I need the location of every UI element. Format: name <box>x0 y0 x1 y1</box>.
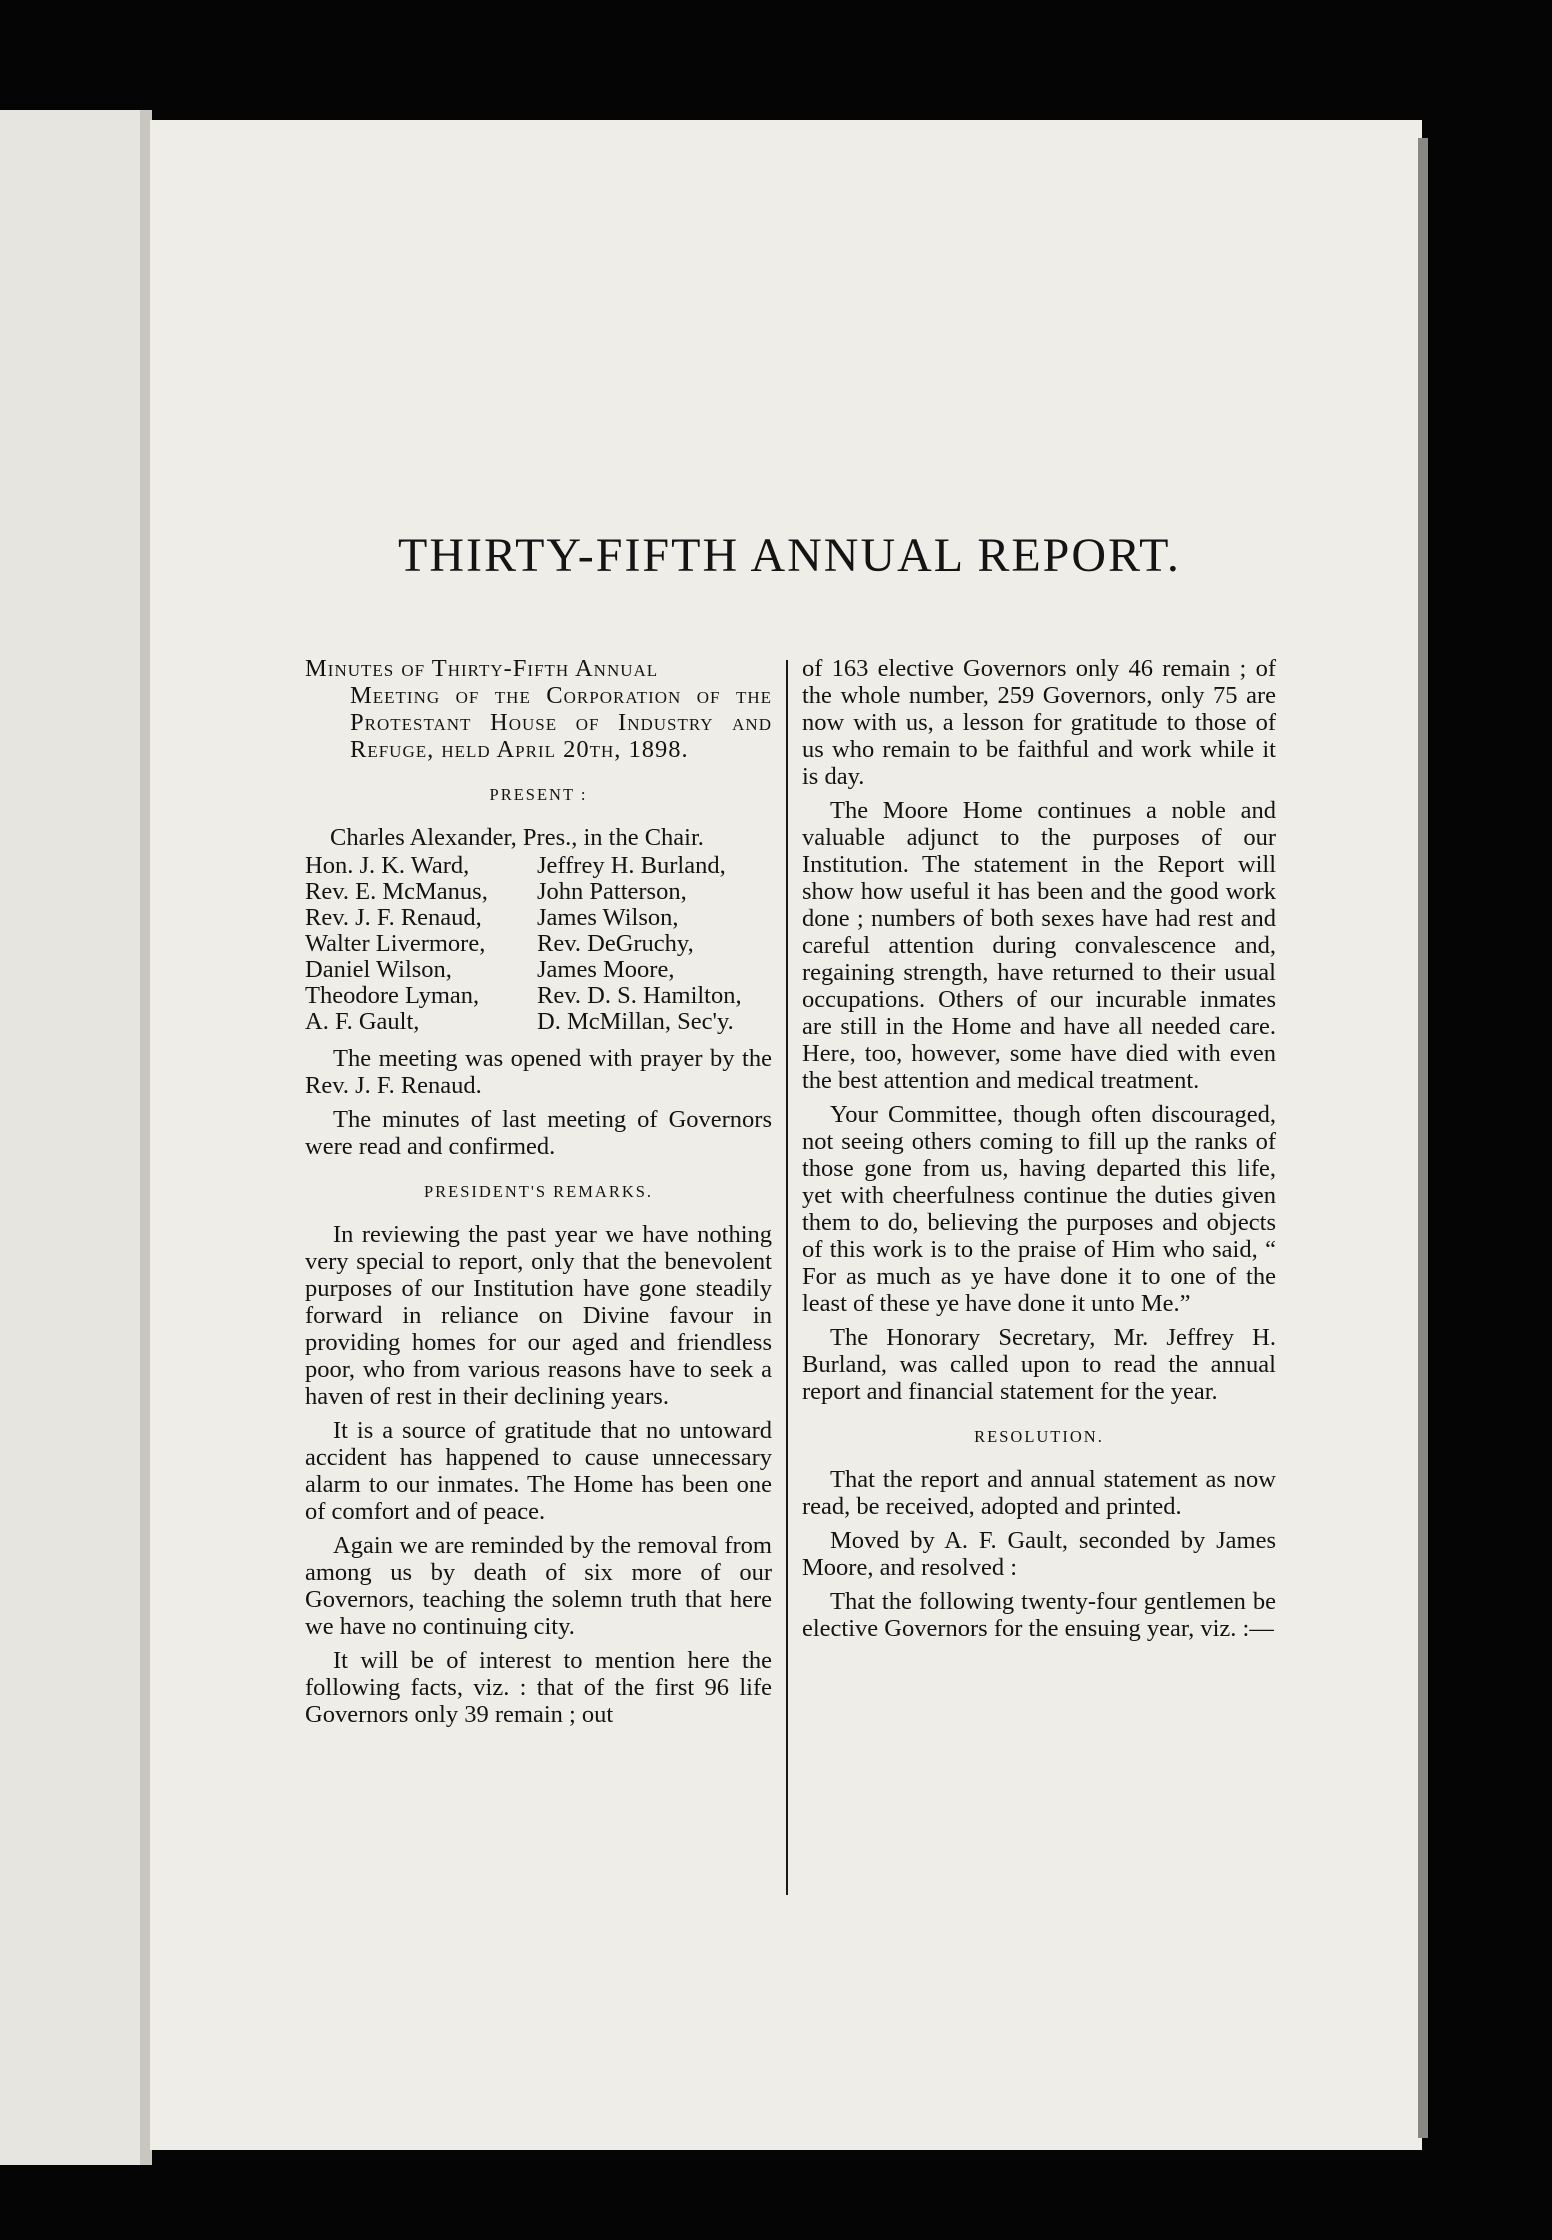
attendee-name: Rev. J. F. Renaud, <box>305 904 482 931</box>
attendee-name: Rev. DeGruchy, <box>537 930 694 957</box>
paragraph: The meeting was opened with prayer by the Rev. J. F. Renaud. <box>305 1045 772 1099</box>
paragraph: Again we are reminded by the removal from among us by death of six more of our Governors, teaching the solemn truth that here we have no continuing city. <box>305 1532 772 1640</box>
paragraph: The minutes of last meeting of Governors were read and confirmed. <box>305 1106 772 1160</box>
minutes-heading-rest: Meeting of the Corporation of the Protestant House of Industry and Refuge, held April 20th, 1898. <box>350 682 772 763</box>
paragraph: of 163 elective Governors only 46 remain ; of the whole number, 259 Governors, only 75 are now with us, a lesson for gratitude to those of us who remain to be faithful and work while it is day. <box>802 655 1276 790</box>
attendee-name: Hon. J. K. Ward, <box>305 852 470 879</box>
attendee-list <box>305 853 772 1035</box>
attendee-name: Walter Livermore, <box>305 930 486 957</box>
paragraph: In reviewing the past year we have nothing very special to report, only that the benevolent purposes of our Institution have gone steadily forward in reliance on Divine favour in providing homes for our aged and friendless poor, who from various reasons have to seek a haven of rest in their declining years. <box>305 1221 772 1410</box>
right-column <box>802 655 1276 1649</box>
minutes-heading <box>305 655 772 763</box>
attendee-name: James Moore, <box>537 956 675 983</box>
column-divider <box>786 660 788 1895</box>
chair-line: Charles Alexander, Pres., in the Chair. <box>330 824 704 851</box>
report-title: THIRTY-FIFTH ANNUAL REPORT. <box>398 529 1181 582</box>
left-column <box>305 655 772 1735</box>
attendee-name: Rev. E. McManus, <box>305 878 488 905</box>
paragraph: The Honorary Secretary, Mr. Jeffrey H. Burland, was called upon to read the annual report and financial statement for the year. <box>802 1324 1276 1405</box>
paragraph: That the report and annual statement as now read, be received, adopted and printed. <box>802 1466 1276 1520</box>
attendee-name: John Patterson, <box>537 878 687 905</box>
attendee-name: D. McMillan, Sec'y. <box>537 1008 734 1035</box>
paragraph: It is a source of gratitude that no untoward accident has happened to cause unnecessary alarm to our inmates. The Home has been one of comfort and of peace. <box>305 1417 772 1525</box>
attendee-name: A. F. Gault, <box>305 1008 420 1035</box>
attendee-name: Daniel Wilson, <box>305 956 452 983</box>
present-heading: PRESENT : <box>489 785 588 804</box>
president-remarks-heading: PRESIDENT'S REMARKS. <box>423 1182 654 1201</box>
resolution-heading: RESOLUTION. <box>974 1427 1104 1446</box>
attendee-name: Theodore Lyman, <box>305 982 480 1009</box>
minutes-heading-lead: Minutes of Thirty-Fifth Annual <box>305 655 659 682</box>
paragraph: Moved by A. F. Gault, seconded by James Moore, and resolved : <box>802 1527 1276 1581</box>
page-shadow-edge <box>1418 138 1428 2138</box>
attendee-name: Jeffrey H. Burland, <box>537 852 726 879</box>
attendee-name: Rev. D. S. Hamilton, <box>537 982 742 1009</box>
paragraph: That the following twenty-four gentlemen be elective Governors for the ensuing year, viz. :— <box>802 1588 1276 1642</box>
paragraph: It will be of interest to mention here the following facts, viz. : that of the first 96 life Governors only 39 remain ; out <box>305 1647 772 1728</box>
facing-page-edge <box>0 110 150 2165</box>
paragraph: Your Committee, though often discouraged, not seeing others coming to fill up the ranks of those gone from us, having departed this life, yet with cheerfulness continue the duties given them to do, believing the purposes and objects of this work is to the praise of Him who said, “ For as much as ye have done it to one of the least of these ye have done it unto Me.” <box>802 1101 1276 1317</box>
attendee-name: James Wilson, <box>537 904 679 931</box>
paragraph: The Moore Home continues a noble and valuable adjunct to the purposes of our Institution. The statement in the Report will show how useful it has been and the good work done ; numbers of both sexes have had rest and careful attention during convalescence and, regaining strength, have returned to their usual occupations. Others of our incurable inmates are still in the Home and have all needed care. Here, too, however, some have died with even the best attention and medical treatment. <box>802 797 1276 1094</box>
